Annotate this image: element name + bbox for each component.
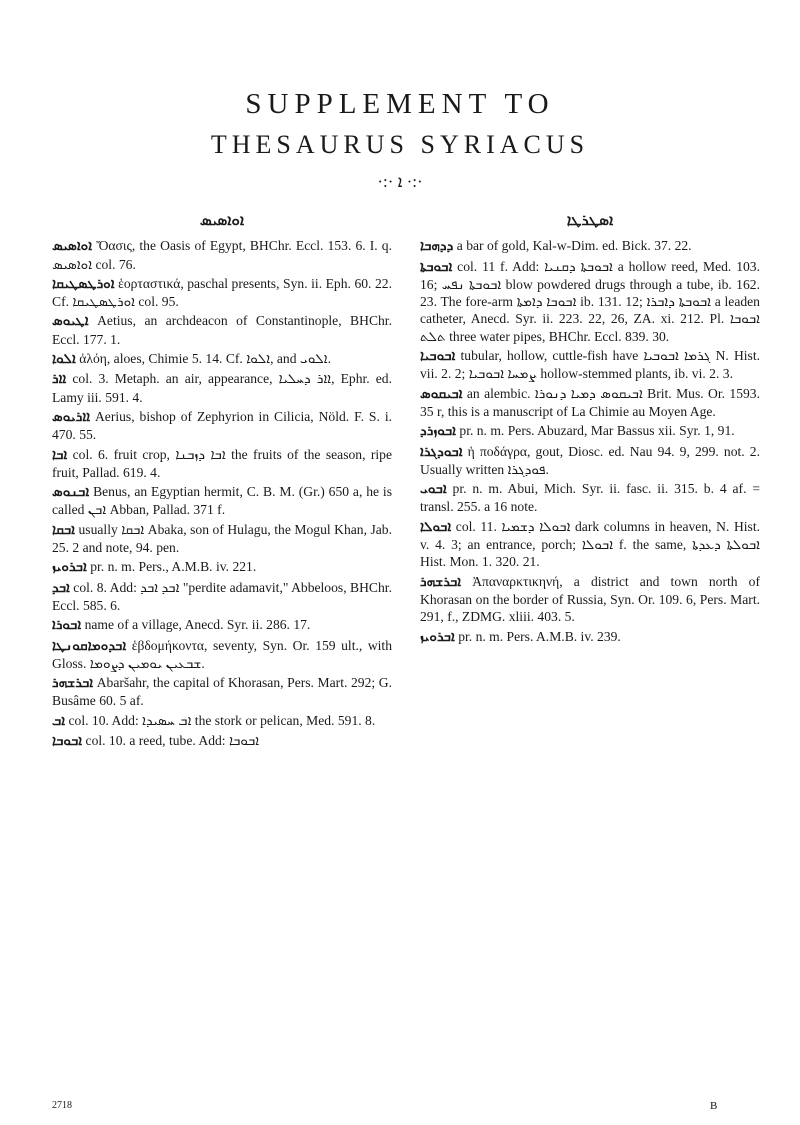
dictionary-entry — [52, 732, 392, 750]
entry-text: ἑβδομήκοντα, seventy, Syn. Or. 159 ult., with Gloss. ܫܒܥܝܢ ܝܘܡܝܢ ܕܨܘܡܐ. — [52, 637, 392, 671]
entry-text: col. 11 f. Add: ܐܒܘܒܬܐ ܕܩܢܝܐ a hollow reed, Med. 103. 16; ܐܒܘܒܬܐ ܢܦܚ blow powdered drugs through a tube, ib. 162. 23. The fore-arm ܐܒܘܒܐ ܕܐܡܬܐ ib. 131. 12; ܐܒܘܒܬܐ ܕܐܒܪܐ a leaden catheter, Anecd. Syr. ii. 223. 22, 26, ZA. xi. 212. Pl. ܐܒܘܒܐ ܬܠܬ three water pipes, BHChr. Eccl. 839. 30. — [420, 258, 760, 344]
entry-text: col. 8. Add: ܐܒܕ ܐܒܕ "perdite adamavit," Abbeloos, BHChr. Eccl. 585. 6. — [52, 579, 392, 613]
entry-headword: ܐܒܩܐ — [52, 521, 75, 538]
dictionary-entry — [52, 483, 392, 519]
dictionary-entry — [420, 237, 760, 255]
entry-text: Abaršahr, the capital of Khorasan, Pers. Mart. 292; G. Busâme 60. 5 af. — [52, 675, 392, 709]
entry-headword: ܐܒܝܩܘܣ — [420, 385, 463, 402]
entry-headword: ܐܒܘܪܐ — [52, 617, 82, 634]
entry-text: pr. n. m. Pers. Abuzard, Mar Bassus xii. Syr. 1, 91. — [459, 423, 735, 439]
right-entry-list — [420, 237, 760, 646]
entry-headword: ܐܒܕ — [52, 579, 70, 596]
dictionary-entry — [52, 237, 392, 273]
dictionary-entry — [52, 674, 392, 710]
dictionary-entry — [52, 370, 392, 406]
entry-text: col. 6. fruit crop, ܐܒܐ ܕܙܒܢܐ the fruits of the season, ripe fruit, Pallad. 619. 4. — [52, 446, 392, 480]
left-entry-list — [52, 237, 392, 750]
ornament: ·:· ܐ ·:· — [377, 172, 423, 191]
dictionary-entry — [52, 616, 392, 634]
entry-text: col. 11. ܐܒܘܠܐ ܕܫܡܝܐ dark columns in heaven, N. Hist. v. 4. 3; an entrance, porch; ܐܒܘܠܐ f. the same, ܐܒܘܠܬܐ ܕܥܕܬܐ Hist. Mon. 1. 320. 21. — [420, 518, 761, 570]
dictionary-entry — [52, 312, 392, 348]
entry-headword: ܕܕܗܒܐ — [420, 238, 454, 255]
entry-headword: ܐܒܪܘܝܙ — [52, 559, 87, 576]
entry-headword: ܐܒܘܝ — [420, 481, 447, 498]
entry-text: name of a village, Anecd. Syr. ii. 286. 17. — [84, 617, 311, 633]
entry-headword: ܐܒܘܒܐ — [52, 733, 83, 750]
title-line-1: SUPPLEMENT TO — [245, 88, 555, 120]
entry-text: Aerius, bishop of Zephyrion in Cilicia, Nöld. F. S. i. 470. 55. — [52, 408, 392, 443]
entry-headword: ܐܒܘܠܐ — [420, 518, 452, 535]
entry-headword: ܐܒܪܘܝܙ — [420, 628, 455, 645]
dictionary-entry — [52, 446, 392, 482]
entry-text: Ὄασις, the Oasis of Egypt, BHChr. Eccl. 153. 6. I. q. ܐܘܐܣܝܣ col. 76. — [52, 238, 393, 272]
entry-headword: ܐܠܘܐ — [52, 351, 76, 368]
entry-headword: ܐܒܘܒܬܐ — [420, 258, 453, 275]
entry-text: col. 10. Add: ܐܒ ܚܣܝܕܐ the stork or pelican, Med. 591. 8. — [68, 712, 376, 728]
entry-headword: ܐܒܢܘܣ — [52, 484, 90, 501]
entry-headword: ܐܛܝܘܣ — [52, 313, 89, 330]
signature-mark: B — [710, 1100, 718, 1112]
entry-headword: ܐܒ — [52, 712, 66, 729]
entry-text: pr. n. m. Pers. A.M.B. iv. 239. — [458, 628, 621, 644]
entry-text: Benus, an Egyptian hermit, C. B. M. (Gr.) 650 a, he is called ܐܒܢ Abban, Pallad. 371 f. — [52, 484, 392, 518]
dictionary-entry — [52, 637, 392, 673]
dictionary-entry — [420, 573, 760, 626]
entry-text: ἀλόη, aloes, Chimie 5. 14. Cf. ܐܠܘܐ, and ܐܠܘܝ. — [79, 351, 332, 367]
entry-headword: ܐܒܕܘܡܐܩܘܢܛܐ — [52, 637, 127, 654]
entry-headword: ܐܐܪ — [52, 371, 67, 388]
dictionary-entry — [420, 258, 760, 345]
entry-headword: ܐܒܘܕܓܪܐ — [420, 443, 463, 460]
entry-text: tubular, hollow, cuttle-fish have ܓܪܡܐ ܐܒܘܒܝܐ N. Hist. vii. 2. 2; ܨܡܚܐ ܐܒܘܒܝܐ hollow-stemmed plants, ib. vi. 2. 3. — [420, 348, 760, 382]
entry-text: col. 10. a reed, tube. Add: ܐܒܘܒܐ — [85, 733, 260, 749]
entry-text: pr. n. m. Abui, Mich. Syr. ii. fasc. ii. 315. b. 4 af. = transl. 255. a 16 note. — [420, 481, 760, 515]
dictionary-entry — [420, 385, 760, 421]
entry-text: col. 3. Metaph. an air, appearance, ܐܐܪ ܕܚܠܝܐ, Ephr. ed. Lamy iii. 591. 4. — [52, 371, 392, 405]
entry-text: an alembic. ܐܒܝܩܘܣ ܕܡܝܐ ܕܢܘܪܐ Brit. Mus. Or. 1593. 35 r, this is a manuscript of La Chimie au Moyen Age. — [420, 385, 760, 419]
dictionary-entry — [52, 521, 392, 557]
right-column — [420, 212, 760, 648]
dictionary-entry — [52, 350, 392, 368]
dictionary-entry — [420, 518, 760, 571]
entry-headword: ܐܒܪܫܗܪ — [52, 675, 94, 692]
right-column-head: ܐܣܛܪܛܐ — [566, 211, 614, 229]
dictionary-entry — [420, 422, 760, 440]
dictionary-entry — [420, 628, 760, 646]
entry-text: Aetius, an archdeacon of Constantinople, BHChr. Eccl. 177. 1. — [52, 313, 392, 347]
entry-text: pr. n. m. Pers., A.M.B. iv. 221. — [90, 559, 257, 575]
entry-headword: ܐܒܪܫܗܪ — [420, 573, 462, 590]
dictionary-entry — [52, 712, 392, 730]
entry-headword: ܐܐܪܝܘܣ — [52, 408, 91, 425]
footer-print-mark: 2718 — [52, 1100, 72, 1111]
dictionary-entry — [420, 480, 760, 516]
entry-text: ἡ ποδάγρα, gout, Diosc. ed. Nau 94. 9, 299. not. 2. Usually written ܦܘܕܓܪܐ. — [420, 443, 760, 477]
entry-text: Ἀπαναρκτικηνή, a district and town north of Khorasan on the border of Russia, Syn. Or. 109. 6, Pers. Mart. 291, f., ZDMG. xliii. 403. 5. — [420, 573, 760, 625]
left-column-head: ܐܘܐܣܝܣ — [199, 211, 245, 229]
dictionary-entry — [420, 347, 760, 383]
entry-text: ἑορταστικά, paschal presents, Syn. ii. Eph. 60. 22. Cf. ܐܘܪܛܣܛܝܩܐ col. 95. — [52, 275, 392, 310]
title-line-2: THESAURUS SYRIACUS — [210, 130, 590, 159]
entry-text: a bar of gold, Kal-w-Dim. ed. Bick. 37. 22. — [456, 238, 692, 254]
dictionary-entry — [420, 443, 760, 479]
dictionary-entry — [52, 408, 392, 444]
dictionary-entry — [52, 275, 392, 311]
dictionary-entry — [52, 579, 392, 615]
left-column — [52, 212, 392, 752]
entry-headword: ܐܘܐܣܝܣ — [52, 238, 93, 255]
entry-headword: ܐܒܘܙܪܕ — [420, 423, 456, 440]
entry-headword: ܐܘܪܛܣܛܝܩܐ — [52, 275, 115, 292]
entry-headword: ܐܒܘܒܝܐ — [420, 348, 456, 365]
entry-text: usually ܐܒܩܐ Abaka, son of Hulagu, the Mogul Khan, Jab. 25. 2 and note, 94. pen. — [52, 521, 393, 556]
entry-headword: ܐܒܐ — [52, 446, 68, 463]
dictionary-entry — [52, 558, 392, 576]
